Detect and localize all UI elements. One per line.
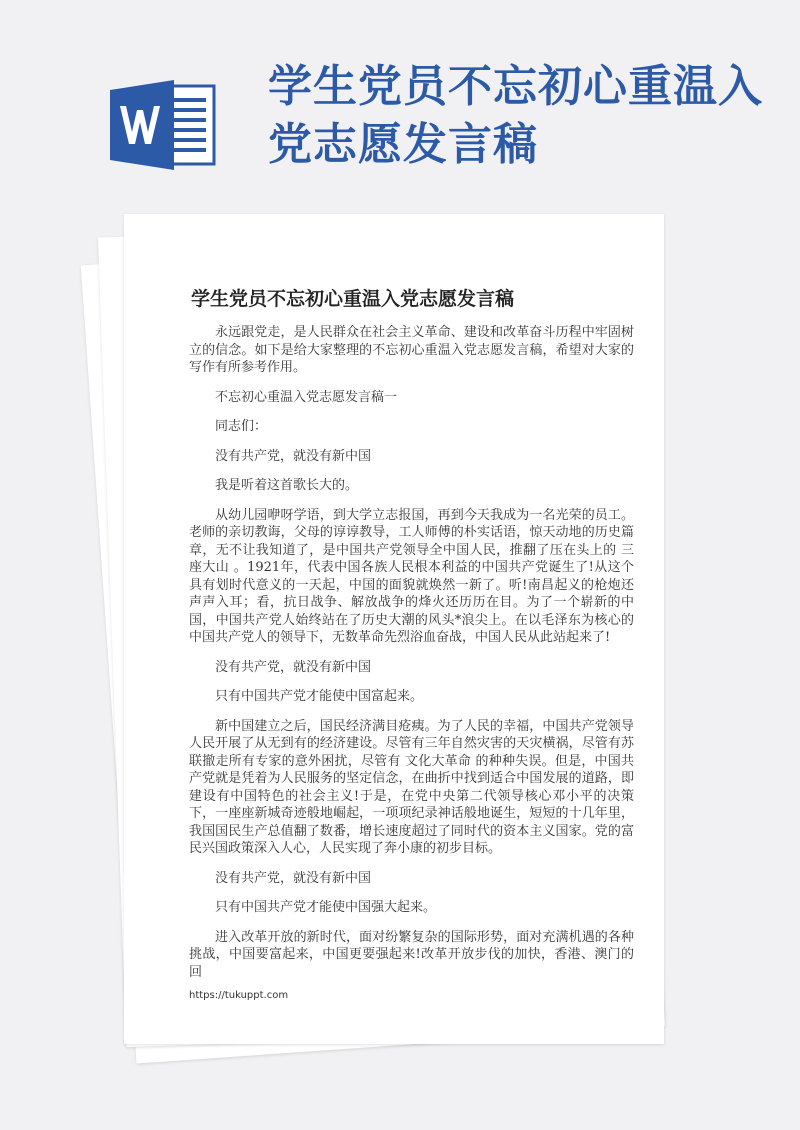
paragraph: 进入改革开放的新时代，面对纷繁复杂的国际形势，面对充满机遇的各种挑战，中国要富起来，中国更要强起来!改革开放步伐的加快，香港、澳门的回 xyxy=(189,929,634,980)
document-title: 学生党员不忘初心重温入党志愿发言稿 xyxy=(191,288,515,310)
paragraph: 同志们： xyxy=(215,419,268,434)
document-page xyxy=(124,214,664,1044)
paragraph: 不忘初心重温入党志愿发言稿一 xyxy=(215,389,398,405)
paragraph: 只有中国共产党才能使中国富起来。 xyxy=(215,689,424,704)
paragraph: 没有共产党，就没有新中国 xyxy=(215,870,372,886)
paragraph: 永远跟党走，是人民群众在社会主义革命、建设和改革奋斗历程中牢固树立的信念。如下是给大家整理的不忘初心重温入党志愿发言稿，希望对大家的写作有所参考作用。 xyxy=(189,325,634,375)
page-title: 学生党员不忘初心重温入党志愿发言稿 xyxy=(268,61,763,170)
paragraph: 只有中国共产党才能使中国强大起来。 xyxy=(215,900,437,915)
paragraph: 新中国建立之后，国民经济满目疮痍。为了人民的幸福，中国共产党领导人民开展了从无到有的经济建设。尽管有三年自然灾害的天灾横祸，尽管有苏联撤走所有专家的意外困扰，尽管有 文化大革命 的种种失误。但是，中国共产党就是凭着为人民服务的坚定信念，在曲折中找到适合中国发展的道路，即建设有中国特色的社会主义!于是，在党中央第二代领导核心邓小平的决策下，一座座新城奇迹般地崛起，一项项纪录神话般地诞生，短短的十几年里，我国国民生产总值翻了数番，增长速度超过了同时代的资本主义国家。党的富民兴国政策深入人心，人民实现了奔小康的初步目标。 xyxy=(189,718,634,856)
paragraph: 从幼儿园咿呀学语，到大学立志报国，再到今天我成为一名光荣的员工。老师的亲切教诲，父母的谆谆教导，工人师傅的朴实话语，惊天动地的历史篇章，无不让我知道了，是中国共产党领导全中国人民，推翻了压在头上的 三座大山 。1921年，代表中国各族人民根本利益的中国共产党诞生了!从这个具有划时代意义的一天起，中国的面貌就焕然一新了。听!南昌起义的枪炮还声声入耳；看，抗日战争、解放战争的烽火还历历在目。为了一个崭新的中国，中国共产党人始终站在了历史大潮的风头*浪尖上。在以毛泽东为核心的中国共产党人的领导下，无数革命先烈浴血奋战，中国人民从此站起来了! xyxy=(189,507,634,645)
footer-url: https://tukuppt.com xyxy=(189,990,289,1001)
document-body xyxy=(189,324,634,993)
word-document-icon xyxy=(108,80,220,170)
paragraph: 我是听着这首歌长大的。 xyxy=(215,478,359,493)
paragraph: 没有共产党，就没有新中国 xyxy=(215,448,372,464)
paragraph: 没有共产党，就没有新中国 xyxy=(215,659,372,675)
